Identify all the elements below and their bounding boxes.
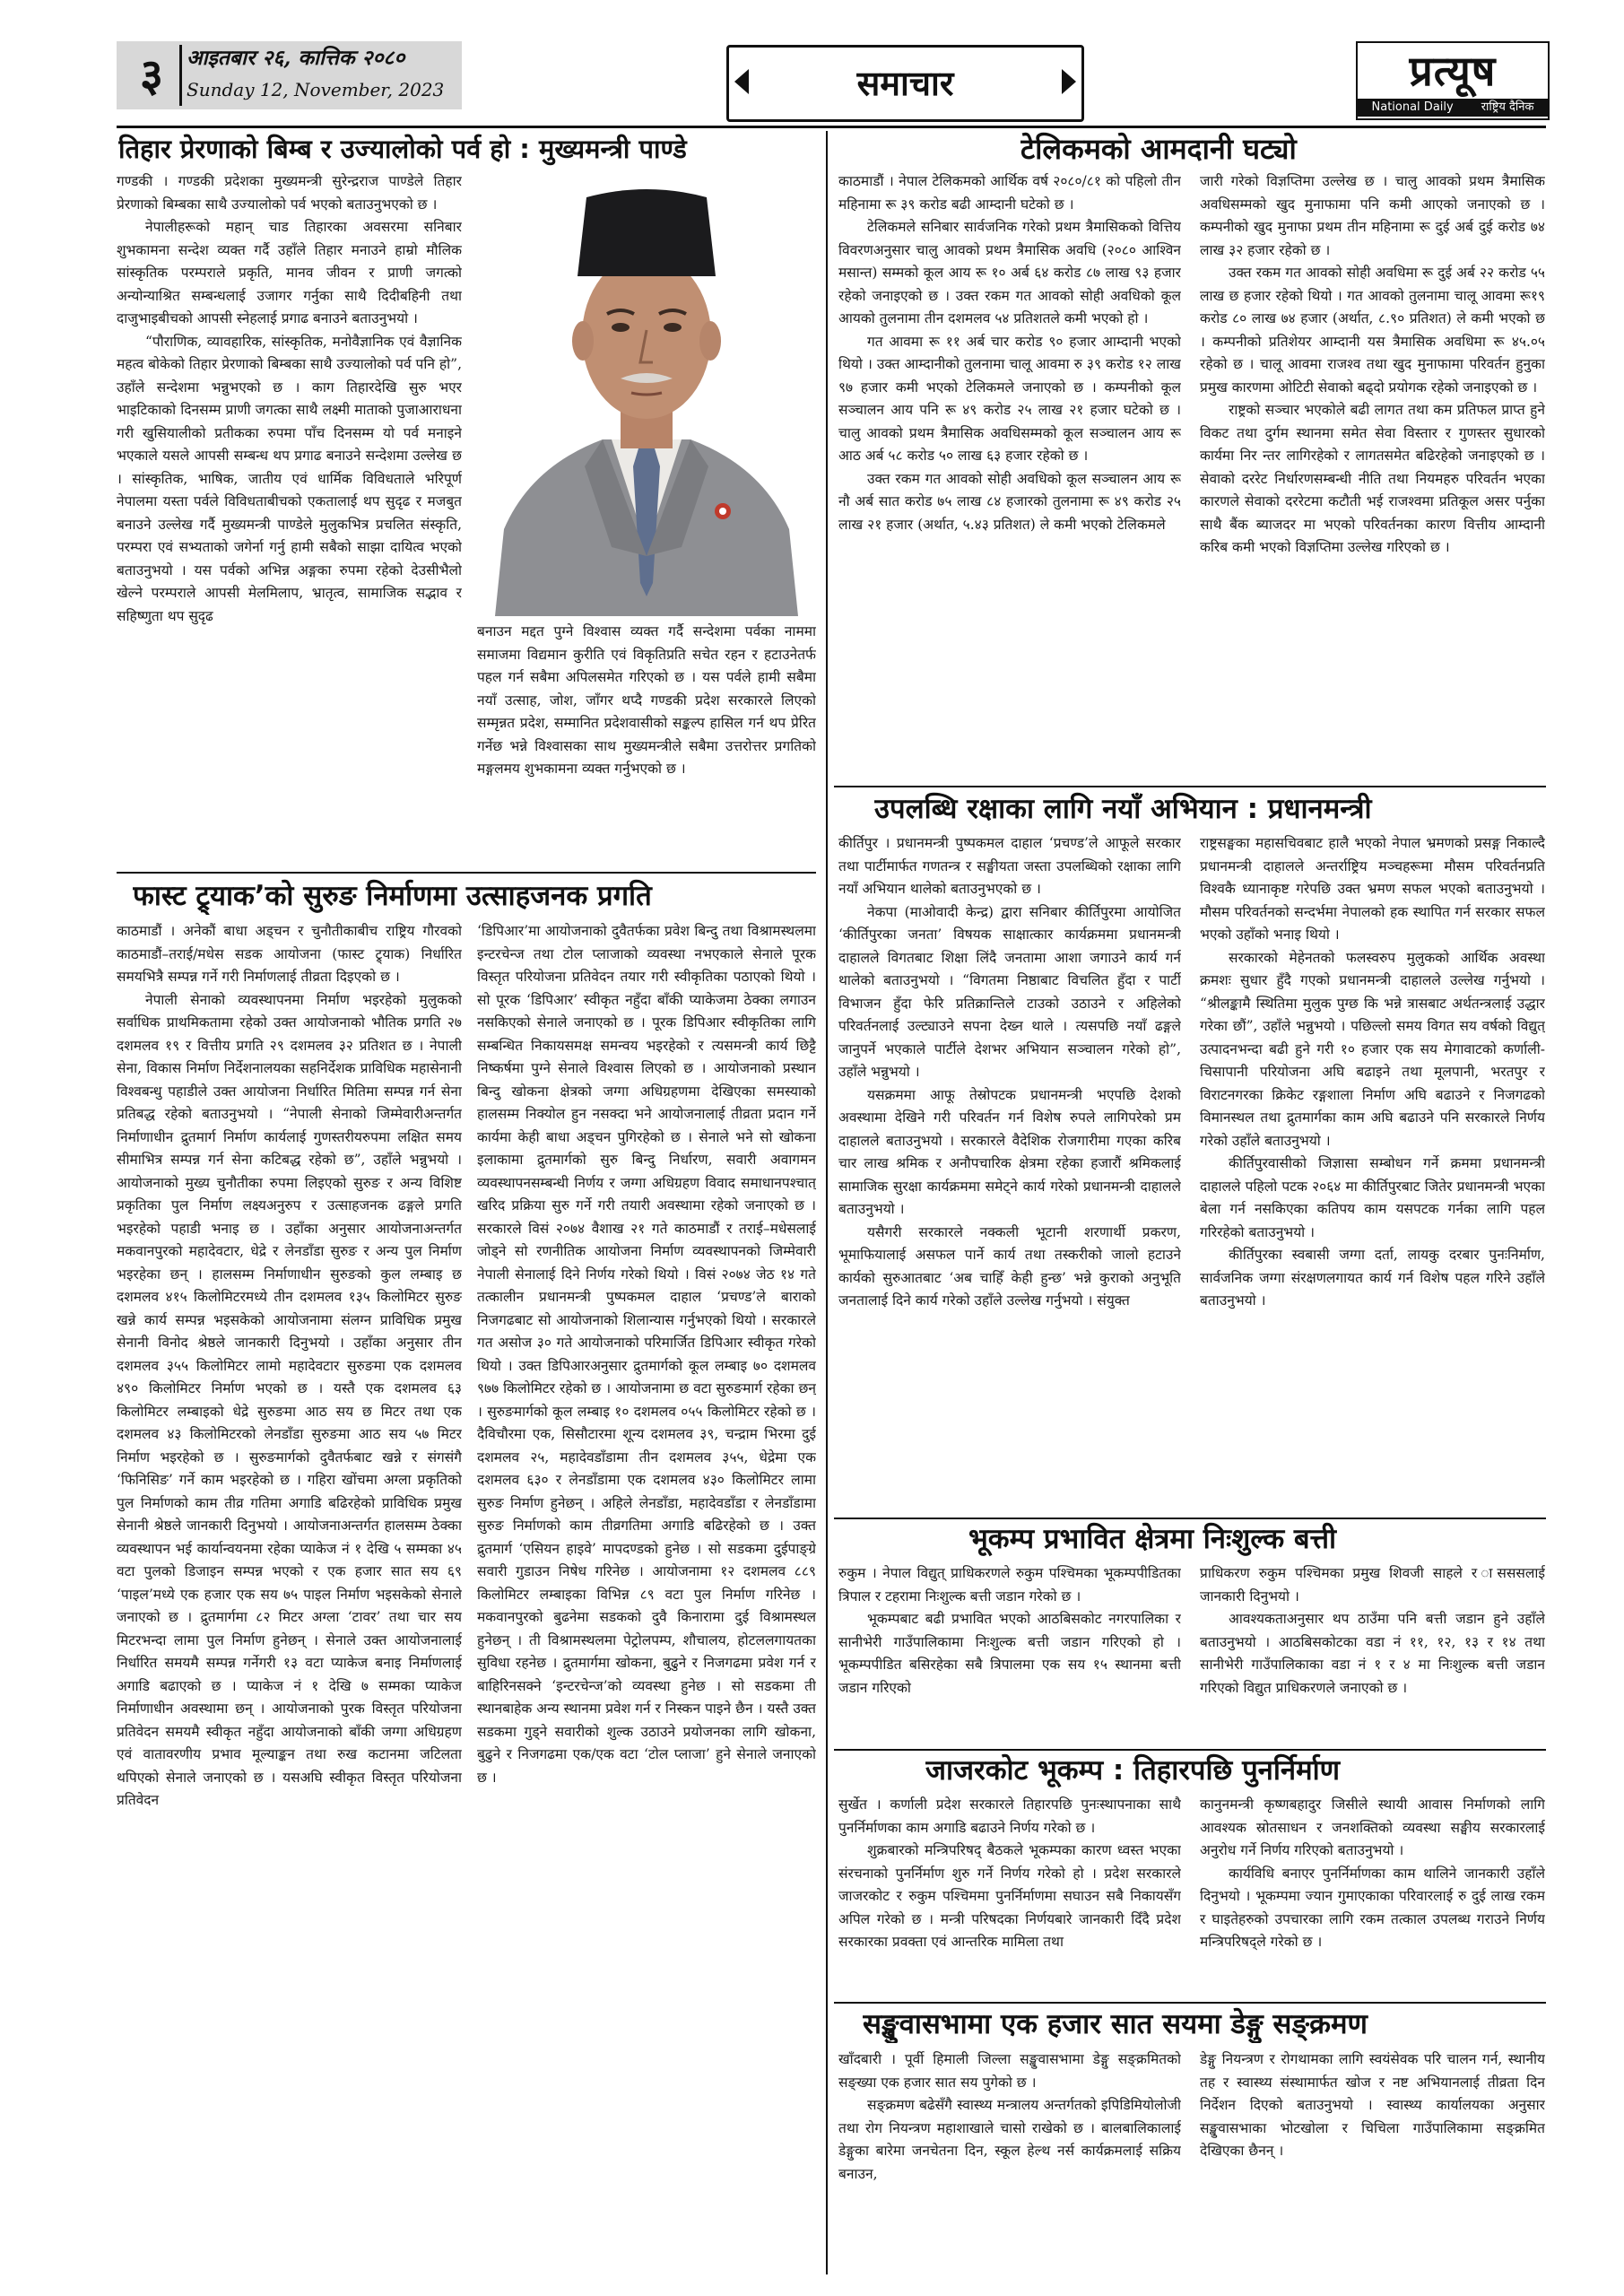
section-title: समाचार	[856, 64, 954, 103]
paragraph: आवश्यकताअनुसार थप ठाउँमा पनि बत्ती जडान हुने उहाँले बताउनुभयो । आठबिसकोटका वडा नं ११, १२, १३ र १४ तथा सानीभेरी गाउँपालिकाका वडा नं १ र ४ मा निःशुल्क बत्ती जडान गरिएको विद्युत प्राधिकरणले जनाएको छ ।	[1200, 1611, 1545, 1696]
logo-subtitle	[1358, 99, 1548, 117]
paragraph: यसक्रममा आफू तेस्रोपटक प्रधानमन्त्री भएपछि देशको अवस्थामा देखिने गरी परिवर्तन गर्न विशेष रुपले लागिपरेको प्रम दाहालले बताउनुभयो । सरकारले वैदेशिक रोजगारीमा गएका करिब चार लाख श्रमिक र अनौपचारिक क्षेत्रमा रहेका हजारौं श्रमिकलाई सामाजिक सुरक्षा कार्यक्रममा समेट्ने कार्य गरेको प्रधानमन्त्री दाहालले बताउनुभयो ।	[838, 1086, 1181, 1217]
logo-sub-english: National Daily	[1371, 100, 1454, 114]
article-telecom-col2	[1200, 170, 1545, 780]
paragraph: शुक्रबारको मन्त्रिपरिषद् बैठकले भूकम्पका कारण ध्वस्त भएका संरचनाको पुनर्निर्माण शुरु गर्ने निर्णय गरेको हो । प्रदेश सरकारले जाजरकोट र रुकुम पश्चिममा पुनर्निर्माणमा सघाउन सबै निकायसँग अपिल गरेको छ । मन्त्री परिषदका निर्णयबारे जानकारी दिँदै प्रदेश सरकारका प्रवक्ता एवं आन्तरिक मामिला तथा	[838, 1842, 1181, 1950]
paragraph: ‘डिपिआर’मा आयोजनाको दुवैतर्फका प्रवेश बिन्दु तथा विश्रामस्थलमा इन्टरचेन्ज तथा टोल प्लाजाको व्यवस्था नभएकाले सेनाले पूरक विस्तृत परियोजना प्रतिवेदन तयार गरी स्वीकृतिका पठाएको थियो । सो पूरक ‘डिपिआर’ स्वीकृत नहुँदा बाँकी प्याकेजमा ठेक्का लगाउन नसकिएको सेनाले जनाएको छ । पूरक डिपिआर स्वीकृतिका लागि सम्बन्धित निकायसमक्ष समन्वय भइरहेको र त्यसमन्त्री कार्य छिट्टै निष्कर्षमा पुग्ने सेनाले विश्वास लिएको छ । आयोजनाको प्रस्थान बिन्दु खोकना क्षेत्रको जग्गा अधिग्रहणमा देखिएका समस्याको हालसम्म निक्योल हुन नसक्दा भने आयोजनालाई तीव्रता प्रदान गर्ने कार्यमा केही बाधा अड्चन पुगिरहेको छ । सेनाले भने सो खोकना इलाकामा द्रुतमार्गको सुरु बिन्दु निर्धारण, सवारी अवागमन व्यवस्थापनसम्बन्धी निर्णय र जग्गा अधिग्रहण विवाद समाधानपश्चात् खरिद प्रक्रिया सुरु गर्ने गरी तयारी अवस्थामा रहेको जनाएको छ । सरकारले विसं २०७४ वैशाख २१ गते काठमाडौं र तराई–मधेसलाई जोड्ने सो रणनीतिक आयोजना निर्माण व्यवस्थापनको जिम्मेवारी नेपाली सेनालाई दिने निर्णय गरेको थियो । विसं २०७४ जेठ १४ गते तत्कालीन प्रधानमन्त्री पुष्पकमल दाहाल ‘प्रचण्ड’ले बाराको निजगढबाट सो आयोजनाको शिलान्यास गर्नुभएको थियो । सरकारले गत असोज ३० गते आयोजनाको परिमार्जित डिपिआर स्वीकृत गरेको थियो । उक्त डिपिआरअनुसार द्रुतमार्गको कूल लम्बाइ ७० दशमलव ९७७ किलोमिटर रहेको छ । आयोजनामा छ वटा सुरुङमार्ग रहेका छन् । सुरुङमार्गको कूल लम्बाइ १० दशमलव ०५५ किलोमिटर रहेको छ । दैविचौरमा एक, सिसौटारमा शून्य दशमलव ३९, चन्द्राम भिरमा दुई दशमलव २५, महादेवडाँडामा तीन दशमलव ३५५, धेद्रेमा एक दशमलव ६३० र लेनडाँडामा एक दशमलव ४३० किलोमिटर लामा सुरुङ निर्माण हुनेछन् । अहिले लेनडाँडा, महादेवडाँडा र लेनडाँडामा सुरुङ निर्माणको काम तीव्रगतिमा अगाडि बढिरहेको छ । उक्त द्रुतमार्ग ‘एसियन हाइवे’ मापदण्डको हुनेछ । सो सडकमा दुईपाङ्ग्रे सवारी गुडाउन निषेध गरिनेछ । आयोजनामा १२ दशमलव ८८९ किलोमिटर लम्बाइका विभिन्न ८९ वटा पुल निर्माण गरिनेछ । मकवानपुरको बुढनेमा सडकको दुवै किनारामा दुई विश्रामस्थल हुनेछन् । ती विश्रामस्थलमा पेट्रोलपम्प, शौचालय, होटललगायतका सुविधा रहनेछ । द्रुतमार्गमा खोकना, बुढुने र निजगढमा प्रवेश गर्न र बाहिरिनसक्ने ‘इन्टरचेन्ज’को व्यवस्था हुनेछ । सो सडकमा ती स्थानबाहेक अन्य स्थानमा प्रवेश गर्न र निस्कन पाइने छैन । यस्तै उक्त सडकमा गुड्ने सवारीको शुल्क उठाउने प्रयोजनका लागि खोकना, बुढुने र निजगढमा एक/एक वटा ‘टोल प्लाजा’ हुने सेनाले जनाएको छ ।	[477, 923, 816, 1786]
headline-tihar: तिहार प्रेरणाको बिम्ब र उज्यालोको पर्व हो : मुख्यमन्त्री पाण्डे	[118, 134, 687, 164]
logo-name: प्रत्यूष	[1409, 47, 1497, 95]
paragraph: काठमाडौं । अनेकौं बाधा अड्चन र चुनौतीकाबीच राष्ट्रिय गौरवको काठमाडौं–तराई/मधेस सडक आयोजना (फास्ट ट्र्याक) निर्धारित समयभित्रै सम्पन्न गर्ने गरी निर्माणलाई तीव्रता दिइएको छ ।	[117, 923, 462, 985]
article-earthquake-light-col2	[1200, 1562, 1545, 1746]
paragraph: राष्ट्रको सञ्चार भएकोले बढी लागत तथा कम प्रतिफल प्राप्त हुने विकट तथा दुर्गम स्थानमा समेत सेवा विस्तार र गुणस्तर सुधारको कार्यमा निर न्तर लागिरहेको र लागतसमेत बढिरहेको जनाइएको छ । सेवाको दररेट निर्धारणसम्बन्धी नीति तथा नियमहरु परिवर्तन भएका कारणले सेवाको दररेटमा कटौती भई राजश्वमा प्रतिकूल असर पर्नुका साथै बैंक ब्याजदर मा भएको परिवर्तनका कारण वित्तीय आम्दानी करिब कमी भएको विज्ञप्तिमा उल्लेख गरिएको छ ।	[1200, 402, 1545, 555]
paragraph: खाँदबारी । पूर्वी हिमाली जिल्ला सङ्खुवासभामा डेङ्गु सङ्क्रमितको सङ्ख्या एक हजार सात सय पुगेको छ ।	[838, 2051, 1181, 2091]
paragraph: यसैगरी सरकारले नक्कली भूटानी शरणार्थी प्रकरण, भूमाफियालाई असफल पार्ने कार्य तथा तस्करीको जालो हटाउने कार्यको सुरुआतबाट ‘अब चाहिँ केही हुन्छ’ भन्ने कुराको अनुभूति जनतालाई दिने कार्य गरेको उहाँले उल्लेख गर्नुभयो । संयुक्त	[838, 1223, 1181, 1309]
paragraph: नेपालीहरूको महान् चाड तिहारका अवसरमा सनिबार शुभकामना सन्देश व्यक्त गर्दै उहाँले तिहार मनाउने हाम्रो मौलिक सांस्कृतिक परम्पराले प्रकृति, मानव जीवन र प्राणी जगत्को अन्योन्याश्रित सम्बन्धलाई उजागर गर्नुका साथै दिदीबहिनी तथा दाजुभाइबीचको आपसी स्नेहलाई प्रगाढ बनाउने बताउनुभयो ।	[117, 219, 462, 326]
paragraph: उक्त रकम गत आवको सोही अवधिमा रू दुई अर्ब २२ करोड ५५ लाख छ हजार रहेको थियो । गत आवको तुलनामा चालू आवमा रू१९ करोड ८० लाख ७४ हजार (अर्थात, ८.९० प्रतिशत) ले कमी भएको छ । कम्पनीको प्रतिशेयर आम्दानी यस त्रैमासिक अवधिमा रू ४५.०५ रहेको छ । चालू आवमा राजश्व तथा खुद मुनाफामा परिवर्तन हुनुका प्रमुख कारणमा ओटिटी सेवाको बढ्दो प्रयोगक रहेको जनाइएको छ ।	[1200, 265, 1545, 396]
divider	[117, 872, 816, 874]
paragraph: “पौराणिक, व्यावहारिक, सांस्कृतिक, मनोवैज्ञानिक एवं वैज्ञानिक महत्व बोकेको तिहार प्रेरणाको बिम्बका साथै उज्यालोको पर्व पनि हो”, उहाँले सन्देशमा भन्नुभएको छ । काग तिहारदेखि सुरु भएर भाइटिकाको दिनसम्म प्राणी जगत्का साथै लक्ष्मी माताको पुजाआराधना गरी खुसियालीको प्रतीकका रुपमा पाँच दिनसम्म यो पर्व मनाइने भएकाले यसले आपसी सम्बन्ध थप प्रगाढ बनाउने सन्देशमा उल्लेख छ । सांस्कृतिक, भाषिक, जातीय एवं धार्मिक विविधताले भरिपूर्ण नेपालमा यस्ता पर्वले विविधताबीचको एकतालाई थप सुदृढ र मजबुत बनाउने उल्लेख गर्दै मुख्यमन्त्री पाण्डेले मुलुकभित्र प्रचलित संस्कृति, परम्परा एवं सभ्यताको जगेर्ना गर्नु हामी सबैको साझा दायित्व भएको बताउनुभयो । यस पर्वको अभिन्न अङ्गका रुपमा रहेको देउसीभैलो खेल्ने परम्पराले आपसी मेलमिलाप, भ्रातृत्व, सामाजिक सद्भाव र सहिष्णुता थप सुदृढ	[117, 333, 462, 624]
headline-earthquake-light: भूकम्प प्रभावित क्षेत्रमा निःशुल्क बत्ती	[968, 1523, 1337, 1555]
paragraph: कीर्तिपुर । प्रधानमन्त्री पुष्पकमल दाहाल ‘प्रचण्ड’ले आफूले सरकार तथा पार्टीमार्फत गणतन्त्र र सङ्घीयता जस्ता उपलब्धिको रक्षाका लागि नयाँ अभियान थालेको बताउनुभएको छ ।	[838, 835, 1181, 897]
paragraph: कीर्तिपुरवासीको जिज्ञासा सम्बोधन गर्ने क्रममा प्रधानमन्त्री दाहालले पहिलो पटक २०६४ मा कीर्तिपुरबाट जितेर प्रधानमन्त्री भएका बेला गर्न नसकिएका कतिपय काम यसपटक गर्नका लागि पहल गरिरहेको बताउनुभयो ।	[1200, 1155, 1545, 1240]
headline-fasttrack: फास्ट ट्र्याक’को सुरुङ निर्माणमा उत्साहजनक प्रगति	[133, 880, 652, 912]
section-label-box	[726, 45, 1084, 122]
article-earthquake-light-col1	[838, 1562, 1181, 1746]
article-tihar-col1	[117, 170, 462, 870]
paragraph: काठमाडौं । नेपाल टेलिकमको आर्थिक वर्ष २०८०/८१ को पहिलो तीन महिनामा रू ३९ करोड बढी आम्दानी घटेको छ ।	[838, 173, 1181, 213]
paragraph: कानुनमन्त्री कृष्णबहादुर जिसीले स्थायी आवास निर्माणको लागि आवश्यक स्रोतसाधन र जनशक्तिको व्यवस्था सङ्घीय सरकारलाई अनुरोध गर्ने निर्णय गरिएको बताउनुभयो ।	[1200, 1796, 1545, 1858]
article-pm-col1	[838, 832, 1181, 1514]
paragraph: टेलिकमले सनिबार सार्वजनिक गरेको प्रथम त्रैमासिकको वित्तिय विवरणअनुसार चालु आवको प्रथम त्रैमासिक अवधि (२०८० आश्विन मसान्त) सम्मको कूल आय रू १० अर्ब ६४ करोड ८७ लाख ९३ हजार रहेको जनाइएको छ । उक्त रकम गत आवको सोही अवधिको कूल आयको तुलनामा तीन दशमलव ५४ प्रतिशतले कमी भएको हो ।	[838, 219, 1181, 326]
paragraph: नेपाली सेनाको व्यवस्थापनमा निर्माण भइरहेको मुलुकको सर्वाधिक प्राथमिकतामा रहेको उक्त आयोजनाको भौतिक प्रगति २७ दशमलव १९ र वित्तीय प्रगति २९ दशमलव ३२ प्रतिशत छ । नेपाली सेना, विकास निर्माण निर्देशनालयका सहनिर्देशक प्राविधिक महासेनानी विश्वबन्धु पहाडीले उक्त आयोजना निर्धारित मितिमा सम्पन्न गर्न सेना प्रतिबद्ध रहेको बताउनुभयो । “नेपाली सेनाको जिम्मेवारीअन्तर्गत निर्माणाधीन द्रुतमार्ग निर्माण कार्यलाई गुणस्तरीयरुपमा लक्षित समय सीमाभित्र सम्पन्न गर्न सेना कटिबद्ध रहेको छ”, उहाँले भन्नुभयो । आयोजनाको मुख्य चुनौतीका रुपमा लिइएको सुरुङ र अन्य विशिष्ट प्रकृतिका पुल निर्माण लक्ष्यअनुरुप र उत्साहजनक ढङ्गले प्रगति भइरहेको पहाडी भनाइ छ । उहाँका अनुसार आयोजनाअन्तर्गत मकवानपुरको महादेवटार, धेद्रे र लेनडाँडा सुरुङ र अन्य पुल निर्माण भइरहेका छन् । हालसम्म निर्माणाधीन सुरुङको कुल लम्बाइ छ दशमलव ४१५ किलोमिटरमध्ये तीन दशमलव १३५ किलोमिटर सुरुङ खन्ने कार्य सम्पन्न भइसकेको आयोजनामा संलग्न प्राविधिक प्रमुख सेनानी विनोद श्रेष्ठले जानकारी दिनुभयो । उहाँका अनुसार तीन दशमलव ३५५ किलोमिटर लामो महादेवटार सुरुङमा एक दशमलव ४९० किलोमिटर निर्माण भएको छ । यस्तै एक दशमलव ६३ किलोमिटर लम्बाइको धेद्रे सुरुङमा आठ सय छ मिटर तथा एक दशमलव ४३ किलोमिटरको लेनडाँडा सुरुङमा आठ सय ५७ मिटर निर्माण भइरहेको छ । सुरुङमार्गको दुवैतर्फबाट खन्ने र संगसंगै ‘फिनिसिङ’ गर्ने काम भइरहेको छ । गहिरा खोंचमा अग्ला प्रकृतिको पुल निर्माणको काम तीव्र गतिमा अगाडि बढिरहेको प्राविधिक प्रमुख सेनानी श्रेष्ठले जानकारी दिनुभयो । आयोजनाअन्तर्गत हालसम्म ठेक्का व्यवस्थापन भई कार्यान्वयनमा रहेका प्याकेज नं १ देखि ५ सम्मका ४५ वटा पुलको डिजाइन सम्पन्न भएको र एक हजार सात सय ६९ ‘पाइल’मध्ये एक हजार एक सय ७५ पाइल निर्माण भइसकेको सेनाले जनाएको छ । द्रुतमार्गमा ८२ मिटर अग्ला ‘टावर’ तथा चार सय मिटरभन्दा लामा पुल निर्माण हुनेछन् । सेनाले उक्त आयोजनालाई निर्धारित समयमै सम्पन्न गर्नेगरी १३ वटा प्याकेज बनाइ निर्माणलाई अगाडि बढाएको छ । प्याकेज नं १ देखि ७ सम्मका प्याकेज निर्माणाधीन अवस्थामा छन् । आयोजनाको पुरक विस्तृत परियोजना प्रतिवेदन समयमै स्वीकृत नहुँदा आयोजनाको बाँकी जग्गा अधिग्रहण एवं वातावरणीय प्रभाव मूल्याङ्कन तथा रुख कटानमा जटिलता थपिएको सेनाले जनाएको छ । यसअघि स्वीकृत विस्तृत परियोजना प्रतिवेदन	[117, 991, 462, 1808]
paragraph: कीर्तिपुरका स्वबासी जग्गा दर्ता, लायकु दरबार पुनःनिर्माण, सार्वजनिक जग्गा संरक्षणलगायत कार्य गर्न विशेष पहल गरिने उहाँले बताउनुभयो ।	[1200, 1247, 1545, 1309]
chief-minister-photo	[477, 170, 816, 616]
article-jajarkot-col1	[838, 1794, 1181, 2000]
paragraph: जारी गरेको विज्ञप्तिमा उल्लेख छ । चालु आवको प्रथम त्रैमासिक अवधिसम्मको खुद मुनाफामा पनि कमी आएको जनाएको छ । कम्पनीको खुद मुनाफा प्रथम तीन महिनामा रू दुई अर्ब दुई करोड ७४ लाख ३२ हजार रहेको छ ।	[1200, 173, 1545, 258]
article-fasttrack-col2	[477, 920, 816, 2274]
paragraph: बनाउन मद्दत पुग्ने विश्वास व्यक्त गर्दै सन्देशमा पर्वका नाममा समाजमा विद्यमान कुरीति एवं विकृतिप्रति सचेत रहन र हटाउनेतर्फ पहल गर्न सबैमा अपिलसमेत गरिएको छ । यस पर्वले हामी सबैमा नयाँ उत्साह, जोश, जाँगर थप्दै गण्डकी प्रदेश सरकारले लिएको सम्मृन्नत प्रदेश, सम्मानित प्रदेशवासीको सङ्कल्प हासिल गर्न थप प्रेरित गर्नेछ भन्ने विश्वासका साथ मुख्यमन्त्रीले सबैमा उत्तरोत्तर प्रगतिको मङ्गलमय शुभकामना व्यक्त गर्नुभएको छ ।	[477, 623, 816, 777]
date-english	[187, 77, 444, 102]
article-pm-col2	[1200, 832, 1545, 1514]
divider	[834, 786, 1546, 787]
date-english-day: Sunday	[187, 79, 255, 100]
paragraph: नेकपा (माओवादी केन्द्र) द्वारा सनिबार कीर्तिपुरमा आयोजित ‘कीर्तिपुरका जनता’ विषयक साक्षात्कार कार्यक्रममा प्रधानमन्त्री दाहालले विगतबाट शिक्षा लिंदै जनतामा आशा जगाउने कार्य गर्न थालेको बताउनुभयो । “विगतमा निष्ठाबाट विचलित हुँदा र पार्टी विभाजन हुँदा फेरि प्रतिक्रान्तिले टाउको उठाउने र अहिलेको परिवर्तनलाई उल्ट्याउने सपना देख्न थाले । त्यसपछि नयाँ ढङ्गले जानुपर्ने भएकाले पार्टीले देशभर अभियान सञ्चालन गरेको हो”, उहाँले भन्नुभयो ।	[838, 903, 1181, 1080]
divider	[834, 1749, 1546, 1751]
headline-jajarkot: जाजरकोट भूकम्प : तिहारपछि पुनर्निर्माण	[925, 1754, 1341, 1787]
divider	[834, 1518, 1546, 1519]
headline-dengue: सङ्खुवासभामा एक हजार सात सयमा डेङ्गु सङ्क्रमण	[863, 2008, 1368, 2040]
article-telecom-col1	[838, 170, 1181, 780]
logo-sub-nepali: राष्ट्रिय दैनिक	[1481, 100, 1534, 114]
paragraph: सरकारको मेहेनतको फलस्वरुप मुलुकको आर्थिक अवस्था क्रमशः सुधार हुँदै गएको प्रधानमन्त्री दाहालले उल्लेख गर्नुभयो । “श्रीलङ्कामै स्थितिमा मुलुक पुग्छ कि भन्ने त्रासबाट अर्थतन्त्रलाई उद्धार गरेका छौं”, उहाँले भन्नुभयो । पछिल्लो समय विगत सय वर्षको विद्युत् उत्पादनभन्दा बढी हुने गरी १० हजार एक सय मेगावाटको कर्णाली-चिसापानी परियोजना अघि बढाइने तथा मूलपानी, भरतपुर र विराटनगरका क्रिकेट रङ्गशाला निर्माण अघि बढाउने र निजगढको विमानस्थल तथा द्रुतमार्गका काम अघि बढाउने पनि सरकारले निर्णय गरेको उहाँले बताउनुभयो ।	[1200, 949, 1545, 1149]
portrait-image	[477, 170, 816, 616]
paragraph: प्राधिकरण रुकुम पश्चिमका प्रमुख शिवजी साहले र ासससलाई जानकारी दिनुभयो ।	[1200, 1565, 1545, 1605]
column-divider	[826, 131, 828, 2274]
date-english-value: 12, November, 2023	[259, 79, 445, 100]
paragraph: गत आवमा रू ११ अर्ब चार करोड ९० हजार आम्दानी भएको थियो । उक्त आम्दानीको तुलनामा चालू आवमा रु ३९ करोड १२ लाख ९७ हजार कमी भएको टेलिकमले जनाएको छ । कम्पनीको कूल सञ्चालन आय पनि रू ४९ करोड २५ लाख २१ हजार घटेको छ । चालु आवको प्रथम त्रैमासिक अवधिसम्मको कूल सञ्चालन आय रू आठ अर्ब ५८ करोड ५० लाख ६३ हजार रहेको छ ।	[838, 333, 1181, 464]
paragraph: डेङ्गु नियन्त्रण र रोगथामका लागि स्वयंसेवक परि चालन गर्न, स्थानीय तह र स्वास्थ्य संस्थामार्फत खोज र नष्ट अभियानलाई तीव्रता दिन निर्देशन दिएको बताउनुभयो । स्वास्थ्य कार्यालयका अनुसार सङ्खुवासभाका भोटखोला र चिचिला गाउँपालिकामा सङ्क्रमित देखिएका छैनन् ।	[1200, 2051, 1545, 2159]
divider	[834, 2002, 1546, 2004]
paragraph: भूकम्पबाट बढी प्रभावित भएको आठबिसकोट नगरपालिका र सानीभेरी गाउँपालिकामा निःशुल्क बत्ती जडान गरिएको हो । भूकम्पपीडित बसिरहेका सबै त्रिपालमा एक सय १५ स्थानमा बत्ती जडान गरिएको	[838, 1611, 1181, 1696]
arrow-right-icon	[1062, 69, 1076, 94]
paragraph: सुर्खेत । कर्णाली प्रदेश सरकारले तिहारपछि पुनःस्थापनाका साथै पुनर्निर्माणका काम अगाडि बढाउने निर्णय गरेको छ ।	[838, 1796, 1181, 1836]
masthead-rule	[117, 126, 1546, 128]
headline-telecom: टेलिकमको आमदानी घट्यो	[1020, 132, 1297, 166]
article-tihar-col2	[477, 621, 816, 870]
page-number: ३	[124, 45, 182, 106]
date-nepali: आइतबार २६, कात्तिक २०८०	[187, 46, 405, 70]
article-dengue-col2	[1200, 2048, 1545, 2274]
article-jajarkot-col2	[1200, 1794, 1545, 2000]
article-dengue-col1	[838, 2048, 1181, 2274]
newspaper-logo	[1356, 41, 1550, 120]
paragraph: रुकुम । नेपाल विद्युत् प्राधिकरणले रुकुम पश्चिमका भूकम्पपीडितका त्रिपाल र टहरामा निःशुल्क बत्ती जडान गरेको छ ।	[838, 1565, 1181, 1605]
paragraph: गण्डकी । गण्डकी प्रदेशका मुख्यमन्त्री सुरेन्द्रराज पाण्डेले तिहार प्रेरणाको बिम्बका साथै उज्यालोको पर्व भएको बताउनुभएको छ ।	[117, 173, 462, 213]
paragraph: कार्यविधि बनाएर पुनर्निर्माणका काम थालिने जानकारी उहाँले दिनुभयो । भूकम्पमा ज्यान गुमाएकाका परिवारलाई रु दुई लाख रकम र घाइतेहरुको उपचारका लागि रकम तत्काल उपलब्ध गराउने निर्णय मन्त्रिपरिषद्ले गरेको छ ।	[1200, 1865, 1545, 1950]
article-fasttrack-col1	[117, 920, 462, 2274]
paragraph: उक्त रकम गत आवको सोही अवधिको कूल सञ्चालन आय रू नौ अर्ब सात करोड ७५ लाख ८४ हजारको तुलनामा रू ४९ करोड २५ लाख २१ हजार (अर्थात, ५.४३ प्रतिशत) ले कमी भएको टेलिकमले	[838, 470, 1181, 533]
headline-pm: उपलब्धि रक्षाका लागि नयाँ अभियान : प्रधानमन्त्री	[874, 793, 1372, 825]
paragraph: सङ्क्रमण बढेसँगै स्वास्थ्य मन्त्रालय अन्तर्गतको इपिडिमियोलोजी तथा रोग नियन्त्रण महाशाखाले चासो राखेको छ । बालबालिकालाई डेङ्गुका बारेमा जनचेतना दिन, स्कूल हेल्थ नर्स कार्यक्रमलाई सक्रिय बनाउन,	[838, 2097, 1181, 2182]
paragraph: राष्ट्रसङ्घका महासचिवबाट हालै भएको नेपाल भ्रमणको प्रसङ्ग निकाल्दै प्रधानमन्त्री दाहालले अन्तर्राष्ट्रिय मञ्चहरूमा मौसम परिवर्तनप्रति विश्वकै ध्यानाकृष्ट गरेपछि उक्त भ्रमण सफल भएको बताउनुभयो । मौसम परिवर्तनको सन्दर्भमा नेपालको हक स्थापित गर्न सरकार सफल भएको उहाँको भनाइ थियो ।	[1200, 835, 1545, 943]
